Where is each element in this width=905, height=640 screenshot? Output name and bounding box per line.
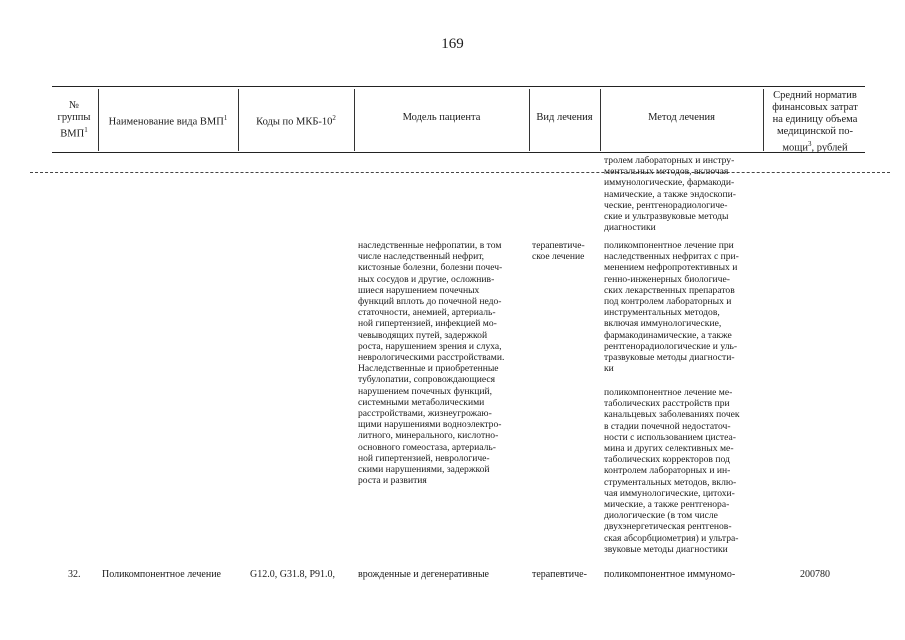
header-separator	[529, 89, 530, 151]
header-patient-model: Модель пациента	[402, 112, 481, 123]
header-separator	[98, 89, 99, 151]
page-break-line	[30, 172, 890, 173]
row32-icd-codes: G12.0, G31.8, P91.0,	[250, 569, 336, 580]
header-icd-codes: Коды по МКБ-$10^2$	[256, 114, 336, 128]
header-separator	[600, 89, 601, 151]
row32-vmp-name: Поликомпонентное лечение	[102, 569, 221, 580]
table-top-rule	[52, 86, 865, 87]
treatment-type-text: терапевтиче- ское лечение	[532, 240, 585, 263]
header-separator	[238, 89, 239, 151]
row32-patient-model: врожденные и дегенеративные	[358, 569, 489, 580]
row32-number: 32.	[68, 569, 81, 580]
header-vmp-name: Наименование вида ВМП$^1$	[108, 114, 228, 128]
treatment-method-text-1: поликомпонентное лечение при наследственных нефритах с при- менением нефропротективных и генно-инженерных биологиче- ских лекарственных препаратов под контролем лабораторных и инструментальных методов, включая иммунологические, фармакодинамические, а также рентгенорадиологические и уль- тразвуковые методы диагности- ки	[604, 240, 739, 375]
patient-model-text: наследственные нефропатии, в том числе наследственный нефрит, кистозные болезни, болезни почеч- ных сосудов и другие, осложнив- шиеся нарушением почечных функций вплоть до почечной недо- статочности, анемией, артериаль- ной гипертензией, инфекцией мо- чевыводящих путей, задержкой роста, нарушением зрения и слуха, неврологическими расстройствами. Наследственные и приобретенные тубулопатии, сопровождающиеся нарушением почечных функций, системными метаболическими расстройствами, жизнеугрожаю- щими нарушениями водноэлектро- литного, минерального, кислотно- основного гомеостаза, артериаль- ной гипертензией, неврологиче- скими нарушениями, задержкой роста и развития	[358, 240, 505, 487]
method-continued-text: тролем лабораторных и инстру- ментальных методов, включая иммунологические, фармакоди- намические, а также эндоскопи- ческие, рентгенорадиологиче- ские и ультразвуковые методы диагностики	[604, 155, 736, 234]
header-treatment-method: Метод лечения	[648, 112, 715, 123]
treatment-method-text-2: поликомпонентное лечение ме- таболических расстройств при канальцевых заболеваниях почек в стадии почечной недостаточ- ности с использованием цистеа- мина и других селективных ме- таболических корректоров под контролем лабораторных и ин- струментальных методов, вклю- чая иммунологические, цитохи- мические, а также рентгенора- диологические (в том числе двухэнергетическая рентгенов- ская абсорбциометрия) и ультра- звуковые методы диагностики	[604, 387, 740, 555]
header-treatment-type: Вид лечения	[536, 112, 593, 123]
header-cost-norm: Средний норматив финансовых затрат на единицу объема медицинской по- мощи$^3$, рублей	[772, 90, 858, 154]
row32-treatment-method: поликомпонентное иммуномо-	[604, 569, 736, 580]
header-separator	[354, 89, 355, 151]
header-bottom-rule	[52, 152, 865, 153]
header-group-number: № группы ВМП$^1$	[57, 100, 91, 140]
row32-cost: 200780	[800, 569, 830, 580]
page-number: 169	[441, 36, 464, 52]
row32-treatment-type: терапевтиче-	[532, 569, 587, 580]
header-separator	[763, 89, 764, 151]
